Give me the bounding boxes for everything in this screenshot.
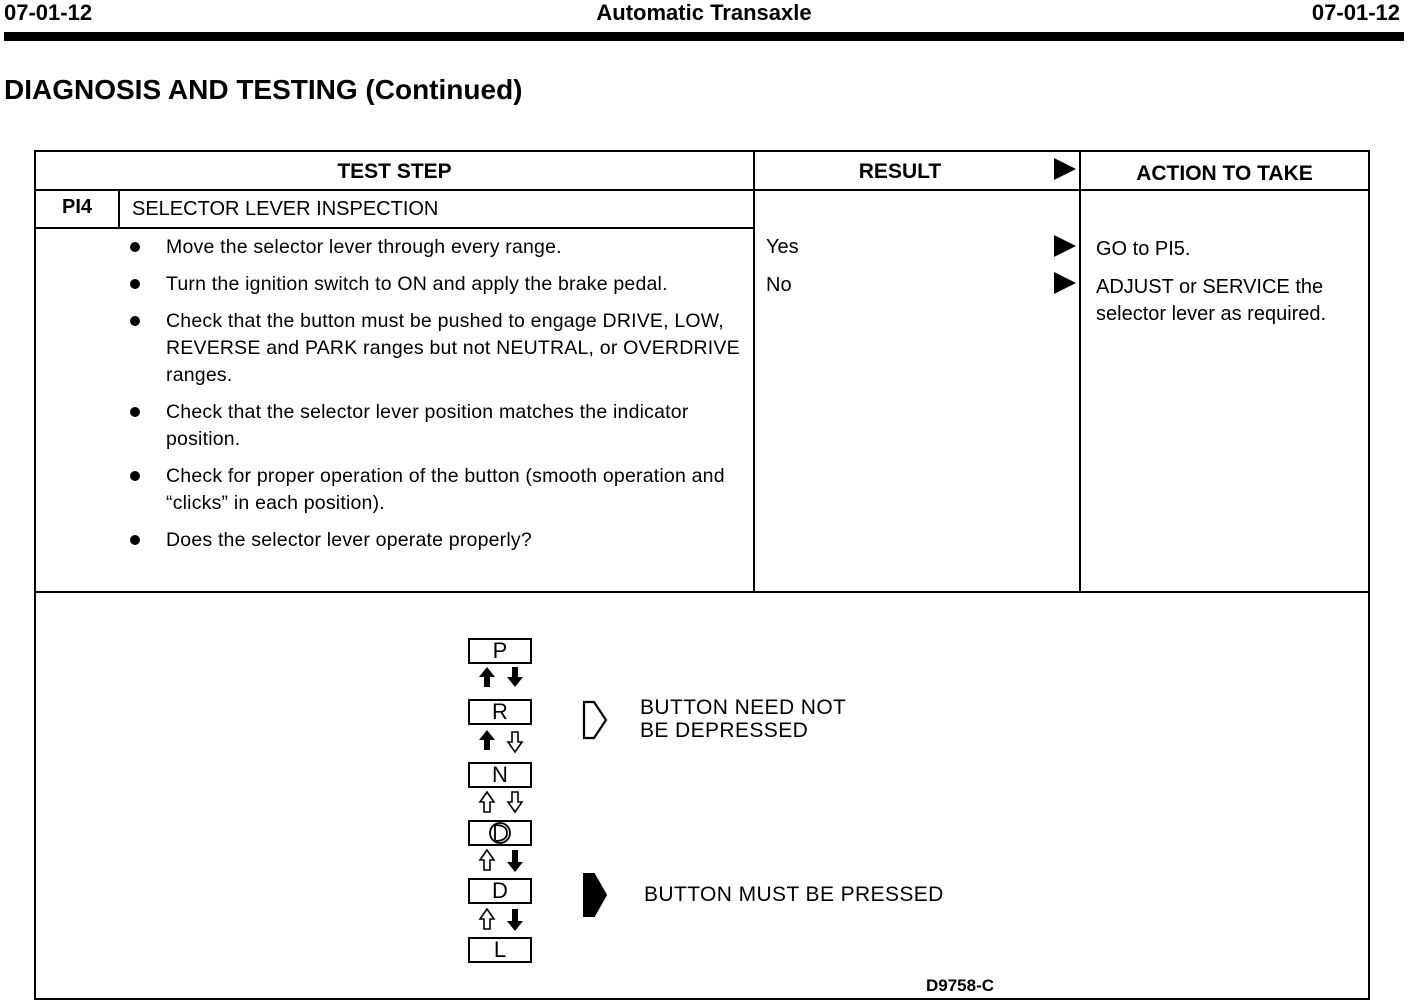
- legend-pressed: BUTTON MUST BE PRESSED: [644, 883, 944, 906]
- selector-diagram: [36, 592, 1368, 998]
- gear-position-n: N: [468, 762, 532, 788]
- result-arrow-icon: [1054, 235, 1076, 257]
- step-number-divider: [118, 190, 120, 228]
- step-bullet-list: [124, 234, 744, 564]
- list-item: Check that the selector lever position matches the indicator position.: [124, 399, 744, 453]
- result-arrow-icon: [1054, 272, 1076, 294]
- arrow-down-filled-icon: [507, 667, 523, 687]
- step-number: PI4: [61, 196, 93, 218]
- step-title-rule: [36, 227, 753, 229]
- arrow-down-filled-icon: [507, 850, 523, 872]
- button-not-pressed-icon: [580, 696, 610, 744]
- arrow-down-filled-icon: [507, 909, 523, 931]
- gear-position-d: D: [468, 878, 532, 904]
- section-title: DIAGNOSIS AND TESTING (Continued): [4, 74, 523, 105]
- arrow-down-hollow-icon: [508, 792, 522, 812]
- list-item: Check that the button must be pushed to engage DRIVE, LOW, REVERSE and PARK ranges but not NEUTRAL, or OVERDRIVE ranges.: [124, 308, 744, 389]
- header-row-rule: [36, 189, 1368, 191]
- gear-position-l: L: [468, 937, 532, 963]
- list-item: Turn the ignition switch to ON and apply the brake pedal.: [124, 271, 744, 298]
- header-action: ACTION TO TAKE: [1136, 162, 1313, 185]
- list-item: Check for proper operation of the button (smooth operation and “clicks” in each position).: [124, 463, 744, 517]
- action-yes: GO to PI5.: [1096, 238, 1191, 260]
- gear-position-p: P: [468, 638, 532, 664]
- figure-id: D9758-C: [926, 976, 995, 995]
- arrow-down-hollow-icon: [508, 732, 522, 752]
- result-no: No: [766, 274, 792, 296]
- action-no: ADJUST or SERVICE the selector lever as required.: [1096, 276, 1327, 325]
- page-number-left: 07-01-12: [4, 0, 93, 25]
- page-number-right: 07-01-12: [1311, 0, 1400, 25]
- arrow-up-hollow-icon: [480, 909, 494, 929]
- arrow-up-hollow-icon: [480, 792, 494, 812]
- arrow-up-hollow-icon: [480, 850, 494, 870]
- diagnostic-table: [34, 150, 1370, 1000]
- shift-arrows: [468, 592, 532, 992]
- button-pressed-icon: [580, 870, 610, 920]
- gear-position-r: R: [468, 699, 532, 725]
- col-divider-action: [1079, 152, 1081, 592]
- legend-not-pressed: BUTTON NEED NOT BE DEPRESSED: [640, 696, 847, 742]
- result-arrow-icon: [1054, 158, 1076, 180]
- header-test-step: TEST STEP: [337, 160, 452, 183]
- page-title: Automatic Transaxle: [596, 0, 812, 25]
- arrow-up-filled-icon: [479, 667, 495, 687]
- arrow-up-filled-icon: [479, 730, 495, 750]
- list-item: Does the selector lever operate properly?: [124, 527, 744, 554]
- col-divider-result: [753, 152, 755, 592]
- header-rule: [4, 32, 1404, 41]
- result-yes: Yes: [766, 236, 799, 258]
- step-title: SELECTOR LEVER INSPECTION: [132, 198, 439, 220]
- header-result: RESULT: [858, 160, 942, 183]
- list-item: Move the selector lever through every range.: [124, 234, 744, 261]
